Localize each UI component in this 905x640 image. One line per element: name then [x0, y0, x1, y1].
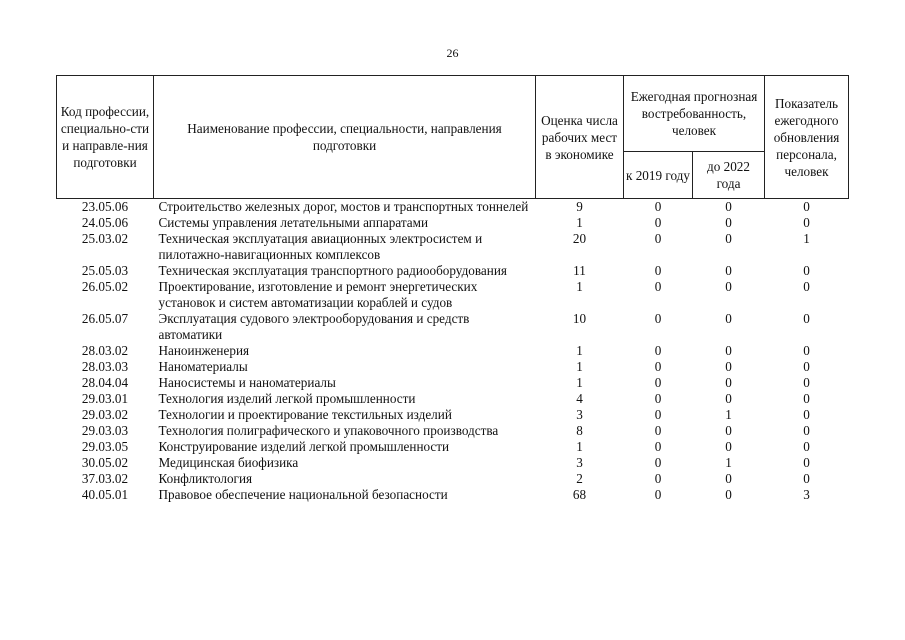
table-row — [57, 359, 849, 375]
cell-estimate: 1 — [576, 375, 583, 390]
cell-demand-2019: 0 — [654, 311, 662, 326]
cell-name: Эксплуатация судового электрооборудования и средств автоматики — [158, 311, 470, 342]
header-demand-group: Ежегодная прогнозная востребованность, человек — [624, 76, 765, 152]
header-demand-2019: к 2019 году — [624, 152, 693, 199]
cell-demand-2022: 0 — [725, 423, 732, 438]
table-row — [57, 199, 849, 216]
cell-estimate: 1 — [576, 359, 583, 374]
cell-demand-2019: 0 — [654, 263, 662, 278]
cell-name: Строительство железных дорог, мостов и транспортных тоннелей — [158, 199, 529, 214]
table-row — [57, 231, 849, 263]
cell-demand-2019: 0 — [654, 279, 662, 294]
cell-demand-2022: 0 — [725, 215, 732, 230]
cell-name: Наноматериалы — [158, 359, 248, 374]
cell-renewal: 0 — [803, 391, 810, 406]
header-code: Код профессии, специально-сти и направле-ния подготовки — [57, 76, 154, 199]
cell-demand-2019: 0 — [654, 407, 662, 422]
cell-estimate: 1 — [576, 439, 583, 454]
cell-demand-2022: 0 — [725, 487, 732, 502]
cell-name: Техническая эксплуатация транспортного радиооборудования — [158, 263, 507, 278]
header-name: Наименование профессии, специальности, направления подготовки — [154, 76, 536, 199]
cell-name: Проектирование, изготовление и ремонт энергетических установок и систем автоматизации кораблей и судов — [158, 279, 478, 310]
cell-estimate: 1 — [576, 215, 583, 230]
cell-code: 23.05.06 — [81, 199, 129, 214]
table-row — [57, 375, 849, 391]
cell-demand-2022: 1 — [725, 407, 732, 422]
cell-name: Технология изделий легкой промышленности — [158, 391, 416, 406]
cell-estimate: 10 — [572, 311, 587, 326]
cell-name: Конструирование изделий легкой промышленности — [158, 439, 450, 454]
table-row — [57, 279, 849, 311]
cell-renewal: 0 — [803, 263, 810, 278]
cell-renewal: 0 — [803, 471, 810, 486]
cell-demand-2019: 0 — [654, 215, 662, 230]
cell-code: 29.03.05 — [81, 439, 129, 454]
cell-demand-2019: 0 — [654, 471, 662, 486]
cell-demand-2022: 0 — [725, 231, 732, 246]
cell-demand-2022: 0 — [725, 263, 732, 278]
cell-estimate: 1 — [576, 343, 583, 358]
cell-demand-2022: 0 — [725, 375, 732, 390]
cell-code: 29.03.03 — [81, 423, 129, 438]
cell-renewal: 0 — [803, 407, 810, 422]
cell-demand-2022: 0 — [725, 439, 732, 454]
table-header — [57, 76, 849, 199]
cell-name: Техническая эксплуатация авиационных электросистем и пилотажно-навигационных комплексов — [158, 231, 483, 262]
cell-estimate: 4 — [576, 391, 583, 406]
cell-demand-2022: 0 — [725, 471, 732, 486]
cell-estimate: 11 — [573, 263, 586, 278]
cell-code: 30.05.02 — [81, 455, 129, 470]
cell-demand-2019: 0 — [654, 199, 662, 214]
cell-estimate: 20 — [572, 231, 587, 246]
cell-demand-2019: 0 — [654, 231, 662, 246]
cell-code: 28.03.02 — [81, 343, 129, 358]
cell-renewal: 0 — [803, 343, 810, 358]
table-row — [57, 343, 849, 359]
cell-name: Системы управления летательными аппаратами — [158, 215, 429, 230]
cell-demand-2022: 0 — [725, 199, 732, 214]
cell-renewal: 0 — [803, 359, 810, 374]
cell-code: 28.03.03 — [81, 359, 129, 374]
cell-estimate: 9 — [576, 199, 583, 214]
cell-demand-2019: 0 — [654, 439, 662, 454]
cell-renewal: 1 — [803, 231, 810, 246]
cell-code: 40.05.01 — [81, 487, 129, 502]
cell-renewal: 0 — [803, 279, 810, 294]
table-row — [57, 471, 849, 487]
cell-code: 26.05.02 — [81, 279, 129, 294]
cell-code: 28.04.04 — [81, 375, 129, 390]
cell-estimate: 3 — [576, 455, 583, 470]
cell-estimate: 3 — [576, 407, 583, 422]
cell-demand-2019: 0 — [654, 455, 662, 470]
cell-demand-2019: 0 — [654, 343, 662, 358]
cell-name: Технологии и проектирование текстильных изделий — [158, 407, 452, 422]
cell-renewal: 0 — [803, 215, 810, 230]
cell-estimate: 2 — [576, 471, 583, 486]
cell-code: 37.03.02 — [81, 471, 129, 486]
table-row — [57, 439, 849, 455]
cell-demand-2022: 1 — [725, 455, 732, 470]
table-row — [57, 487, 849, 503]
cell-name: Правовое обеспечение национальной безопасности — [158, 487, 448, 502]
cell-code: 25.05.03 — [81, 263, 129, 278]
cell-code: 29.03.01 — [81, 391, 129, 406]
cell-code: 26.05.07 — [81, 311, 129, 326]
table-body — [57, 199, 849, 504]
cell-demand-2019: 0 — [654, 487, 662, 502]
cell-name: Конфликтология — [158, 471, 253, 486]
cell-demand-2019: 0 — [654, 359, 662, 374]
table-row — [57, 311, 849, 343]
cell-renewal: 0 — [803, 455, 810, 470]
cell-demand-2019: 0 — [654, 391, 662, 406]
cell-code: 29.03.02 — [81, 407, 129, 422]
header-renewal: Показатель ежегодного обновления персонала, человек — [765, 76, 849, 199]
table-row — [57, 215, 849, 231]
cell-code: 25.03.02 — [81, 231, 129, 246]
cell-renewal: 0 — [803, 423, 810, 438]
cell-estimate: 68 — [572, 487, 587, 502]
table-row — [57, 407, 849, 423]
cell-code: 24.05.06 — [81, 215, 129, 230]
professions-table — [56, 75, 849, 503]
header-estimate: Оценка числа рабочих мест в экономике — [536, 76, 624, 199]
cell-demand-2022: 0 — [725, 391, 732, 406]
cell-name: Наносистемы и наноматериалы — [158, 375, 336, 390]
cell-estimate: 1 — [576, 279, 583, 294]
cell-renewal: 0 — [803, 311, 810, 326]
cell-estimate: 8 — [576, 423, 583, 438]
page-number: 26 — [446, 46, 459, 60]
cell-name: Наноинженерия — [158, 343, 250, 358]
table-row — [57, 263, 849, 279]
cell-renewal: 0 — [803, 199, 810, 214]
cell-demand-2022: 0 — [725, 343, 732, 358]
table-row — [57, 455, 849, 471]
cell-name: Технология полиграфического и упаковочного производства — [158, 423, 499, 438]
cell-demand-2022: 0 — [725, 359, 732, 374]
cell-demand-2019: 0 — [654, 423, 662, 438]
table-row — [57, 423, 849, 439]
cell-demand-2019: 0 — [654, 375, 662, 390]
cell-name: Медицинская биофизика — [158, 455, 299, 470]
cell-demand-2022: 0 — [725, 311, 732, 326]
cell-renewal: 0 — [803, 439, 810, 454]
cell-renewal: 0 — [803, 375, 810, 390]
header-demand-2022: до 2022 года — [693, 152, 765, 199]
cell-renewal: 3 — [803, 487, 810, 502]
table-row — [57, 391, 849, 407]
cell-demand-2022: 0 — [725, 279, 732, 294]
